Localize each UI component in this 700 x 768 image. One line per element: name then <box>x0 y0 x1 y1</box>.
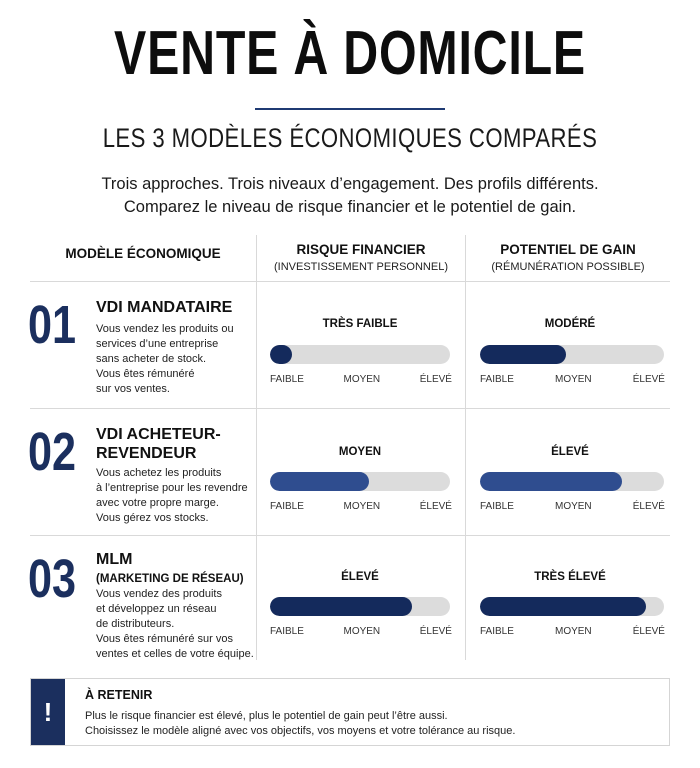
gain-scale <box>480 501 665 512</box>
column-header-risk-label: RISQUE FINANCIER <box>296 242 426 257</box>
row-title <box>96 550 244 589</box>
scale-high: ÉLEVÉ <box>419 501 452 512</box>
scale-high: ÉLEVÉ <box>632 626 665 637</box>
gain-bar-fill <box>480 472 622 491</box>
column-header-gain-label: POTENTIEL DE GAIN <box>500 242 636 257</box>
row-number: 03 <box>28 549 77 609</box>
scale-low: FAIBLE <box>270 501 304 512</box>
gain-level-label: TRÈS ÉLEVÉ <box>534 571 606 583</box>
scale-high: ÉLEVÉ <box>632 501 665 512</box>
intro-text <box>0 173 700 219</box>
column-header-model <box>30 246 256 261</box>
risk-level-label: TRÈS FAIBLE <box>322 318 398 330</box>
scale-mid: MOYEN <box>554 501 592 512</box>
column-header-gain-sublabel: (RÉMUNÉRATION POSSIBLE) <box>491 261 645 273</box>
scale-low: FAIBLE <box>270 374 304 385</box>
column-header-risk-sublabel: (INVESTISSEMENT PERSONNEL) <box>274 261 448 273</box>
scale-high: ÉLEVÉ <box>419 374 452 385</box>
risk-bar-fill <box>270 597 412 616</box>
gain-bar-fill <box>480 345 566 364</box>
scale-mid: MOYEN <box>343 626 381 637</box>
row-number: 01 <box>28 295 77 355</box>
scale-high: ÉLEVÉ <box>632 374 665 385</box>
risk-level-label: MOYEN <box>338 446 382 458</box>
risk-bar <box>270 472 450 491</box>
column-divider-1 <box>256 235 257 660</box>
row-description: Vous achetez les produits à l’entreprise pour les revendre avec votre propre marge. Vous gérez vos stocks. <box>96 467 248 524</box>
intro-line-1: Trois approches. Trois niveaux d’engagement. Des profils différents. <box>101 175 599 193</box>
page-title: VENTE À DOMICILE <box>114 19 586 88</box>
row-number: 02 <box>28 422 77 482</box>
risk-bar <box>270 597 450 616</box>
gain-bar <box>480 597 664 616</box>
gain-bar-fill <box>480 597 646 616</box>
gain-bar <box>480 472 664 491</box>
gain-level-label: ÉLEVÉ <box>551 446 589 458</box>
row-divider-2 <box>30 535 670 536</box>
scale-low: FAIBLE <box>480 374 514 385</box>
scale-low: FAIBLE <box>270 626 304 637</box>
key-takeaway-text: Plus le risque financier est élevé, plus le potentiel de gain peut l’être aussi. Choisissez le modèle aligné avec vos objectifs, vos moyens et votre tolérance au risque. <box>85 710 516 737</box>
risk-scale <box>270 374 452 385</box>
column-header-risk <box>257 242 465 273</box>
gain-scale <box>480 626 665 637</box>
scale-mid: MOYEN <box>343 374 381 385</box>
row-title: VDI ACHETEUR- REVENDEUR <box>96 426 221 462</box>
risk-scale <box>270 626 452 637</box>
scale-mid: MOYEN <box>343 501 381 512</box>
risk-bar <box>270 345 450 364</box>
risk-scale <box>270 501 452 512</box>
risk-bar-fill <box>270 472 369 491</box>
gain-scale <box>480 374 665 385</box>
key-takeaway-box <box>30 678 670 746</box>
gain-level-label: MODÉRÉ <box>544 318 596 330</box>
intro-line-2: Comparez le niveau de risque financier et le potentiel de gain. <box>123 198 577 216</box>
header-divider <box>30 281 670 282</box>
risk-bar-fill <box>270 345 292 364</box>
row-title-sub: (MARKETING DE RÉSEAU) <box>96 573 244 585</box>
scale-mid: MOYEN <box>554 374 592 385</box>
exclamation-icon: ! <box>31 679 65 745</box>
column-header-model-label: MODÈLE ÉCONOMIQUE <box>65 246 221 261</box>
risk-level-label: ÉLEVÉ <box>341 571 379 583</box>
page-subtitle: LES 3 MODÈLES ÉCONOMIQUES COMPARÉS <box>102 123 598 153</box>
gain-bar <box>480 345 664 364</box>
scale-mid: MOYEN <box>554 626 592 637</box>
row-divider-1 <box>30 408 670 409</box>
column-header-gain <box>466 242 670 273</box>
row-description: Vous vendez des produits et développez un réseau de distributeurs. Vous êtes rémunéré sur vos ventes et celles de votre équipe. <box>96 588 254 660</box>
title-divider <box>255 108 445 110</box>
scale-low: FAIBLE <box>480 501 514 512</box>
scale-high: ÉLEVÉ <box>419 626 452 637</box>
scale-low: FAIBLE <box>480 626 514 637</box>
key-takeaway-title: À RETENIR <box>85 688 153 702</box>
row-title-main: MLM <box>96 551 133 568</box>
column-divider-2 <box>465 235 466 660</box>
row-title: VDI MANDATAIRE <box>96 299 233 316</box>
row-description: Vous vendez les produits ou services d’une entreprise sans acheter de stock. Vous êtes rémunéré sur vos ventes. <box>96 323 234 395</box>
